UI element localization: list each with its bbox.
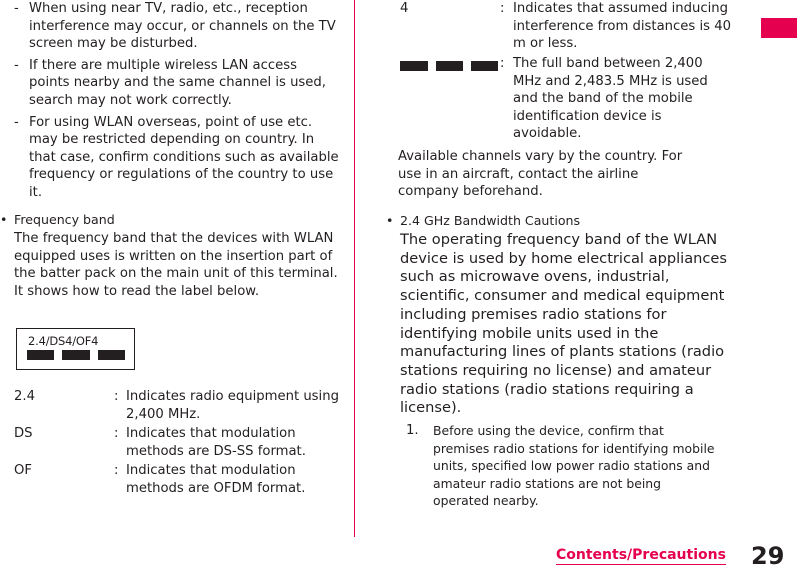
availability-note: Available channels vary by the country. For use in an aircraft, contact the airline company beforehand.: [398, 149, 683, 200]
definition-row: [14, 462, 340, 497]
bandwidth-cautions-body: The operating frequency band of the WLAN device is used by home electrical appliances such as microwave ovens, industrial, scientific, consumer and medical equipment including premises radio stations for identifying mobile units used in the manufacturing lines of plants stations (radio stations requiring no license) and amateur radio stations (radio stations requiring a license).: [400, 231, 728, 417]
dash-marker: -: [14, 57, 19, 73]
band-indicator-bar: [98, 350, 125, 360]
section-tab-marker: [761, 18, 797, 38]
caution-text: For using WLAN overseas, point of use etc. may be restricted depending on country. In that case, confirm conditions such as available frequency or regulations of the country to use it.: [29, 114, 339, 200]
contents-precautions-link[interactable]: Contents/Precautions: [556, 547, 726, 563]
definition-key: 2.4: [14, 389, 35, 404]
column-divider: [354, 0, 355, 537]
label-definitions: [14, 388, 340, 500]
dash-marker: -: [14, 1, 19, 16]
definition-value: Indicates radio equipment using 2,400 MHz.: [126, 389, 339, 422]
caution-text: If there are multiple wireless LAN access points nearby and the same channel is used, search may not work correctly.: [29, 57, 326, 108]
definition-colon: :: [114, 389, 119, 404]
caution-item: [14, 114, 340, 202]
definition-key: OF: [14, 463, 32, 479]
band-indicator-bar: [471, 61, 498, 71]
definition-colon: :: [500, 1, 505, 16]
band-indicator-bar: [62, 350, 90, 360]
definition-value: Indicates that assumed inducing interference from distances is 40 m or less.: [513, 1, 731, 52]
band-indicator-bar: [436, 61, 463, 71]
numbered-item-text: Before using the device, confirm that premises radio stations for identifying mobile units, specified low power radio stations and amateur radio stations are not being operated nearby.: [433, 423, 715, 509]
frequency-band-body: The frequency band that the devices with WLAN equipped uses is written on the insertion part of the batter pack on the main unit of this terminal. It shows how to read the label below.: [14, 231, 338, 299]
frequency-band-bullet: •: [0, 212, 8, 227]
definition-key: DS: [14, 426, 33, 442]
caution-item: [14, 57, 340, 110]
frequency-band-heading: Frequency band: [14, 212, 115, 227]
definition-row: [14, 425, 340, 460]
dash-marker: -: [14, 114, 19, 130]
definition-colon: :: [114, 463, 119, 479]
caution-list: [14, 0, 340, 202]
page-number: 29: [751, 542, 785, 570]
band-indicator-bar: [400, 61, 428, 71]
definition-row: [14, 388, 340, 423]
numbered-item-number: 1.: [406, 423, 419, 438]
definition-value: Indicates that modulation methods are OFDM format.: [126, 463, 306, 496]
label-sample-text: 2.4/DS4/OF4: [28, 334, 99, 348]
caution-text: When using near TV, radio, etc., reception interference may occur, or channels on the TV screen may be disturbed.: [29, 1, 336, 52]
definition-value: The full band between 2,400 MHz and 2,483.5 MHz is used and the band of the mobile identification device is avoidable.: [513, 56, 708, 142]
caution-item: [14, 0, 340, 53]
definition-colon: :: [114, 426, 119, 442]
bandwidth-cautions-heading: 2.4 GHz Bandwidth Cautions: [400, 213, 581, 228]
bandwidth-cautions-bullet: •: [386, 213, 394, 228]
frequency-label-sample: [16, 328, 135, 370]
band-indicator-bar: [27, 350, 54, 360]
definition-key: 4: [400, 1, 409, 16]
definition-colon: :: [500, 56, 505, 71]
definition-value: Indicates that modulation methods are DS-SS format.: [126, 426, 306, 459]
